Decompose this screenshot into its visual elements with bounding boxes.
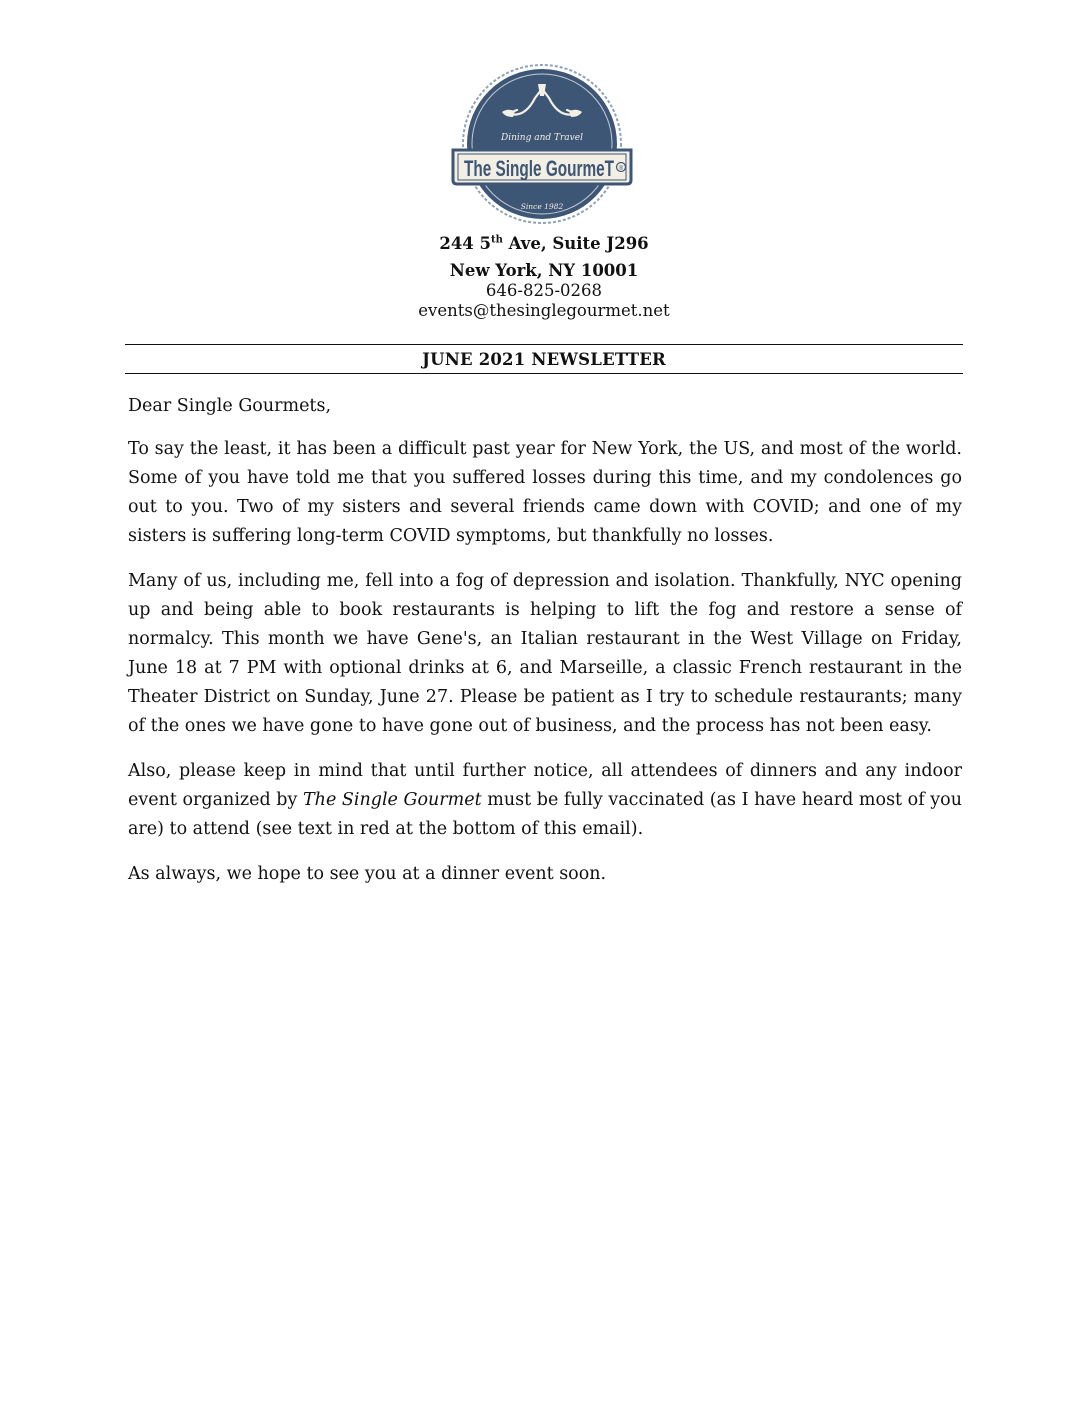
letter-body <box>128 392 962 905</box>
email-address[interactable]: events@thesinglegourmet.net <box>418 301 670 320</box>
letter-paragraph-1: To say the least, it has been a difficult past year for New York, the US, and most of the world. Some of you have told me that you suffered losses during this time, and my condolences go out to you. Two of my sisters and several friends came down with COVID; and one of my sisters is suffering long-term COVID symptoms, but thankfully no losses. <box>128 439 962 546</box>
paragraph-3-end: must be fully vaccinated (as I have heard most of you are) to attend (see text in red at the bottom of this email). <box>128 790 962 839</box>
letter-greeting: Dear Single Gourmets, <box>128 396 332 416</box>
street-number: 244 5 <box>439 234 492 253</box>
street-name: Ave, Suite J296 <box>502 234 649 253</box>
city-state-zip: New York, NY 10001 <box>449 261 639 280</box>
logo-tagline: Dining and Travel <box>501 133 583 143</box>
phone-number: 646-825-0268 <box>485 281 603 300</box>
logo-wordmark: The Single GourmeT <box>464 156 615 181</box>
logo-since: Since 1982 <box>520 202 564 211</box>
organization-name: The Single Gourmet <box>303 790 482 810</box>
letter-closing: As always, we hope to see you at a dinner event soon. <box>128 864 607 884</box>
single-gourmet-logo <box>447 64 637 226</box>
street-ordinal: th <box>491 234 503 246</box>
letter-paragraph-2: Many of us, including me, fell into a fog of depression and isolation. Thankfully, NYC opening up and being able to book restaurants is helping to lift the fog and restore a sense of normalcy. This month we have Gene's, an Italian restaurant in the West Village on Friday, June 18 at 7 PM with optional drinks at 6, and Marseille, a classic French restaurant in the Theater District on Sunday, June 27. Please be patient as I try to schedule restaurants; many of the ones we have gone to have gone out of business, and the process has not been easy. <box>128 571 962 736</box>
paragraph-3-start: Also, please keep in mind that until further notice, all attendees of dinners and any indoor event organized by <box>128 761 962 810</box>
registered-mark: ® <box>618 166 624 172</box>
street-address <box>0 234 1088 253</box>
bottom-divider <box>125 373 963 374</box>
top-divider <box>125 344 963 345</box>
letter-paragraph-3 <box>128 757 962 844</box>
newsletter-title: JUNE 2021 NEWSLETTER <box>422 350 666 369</box>
